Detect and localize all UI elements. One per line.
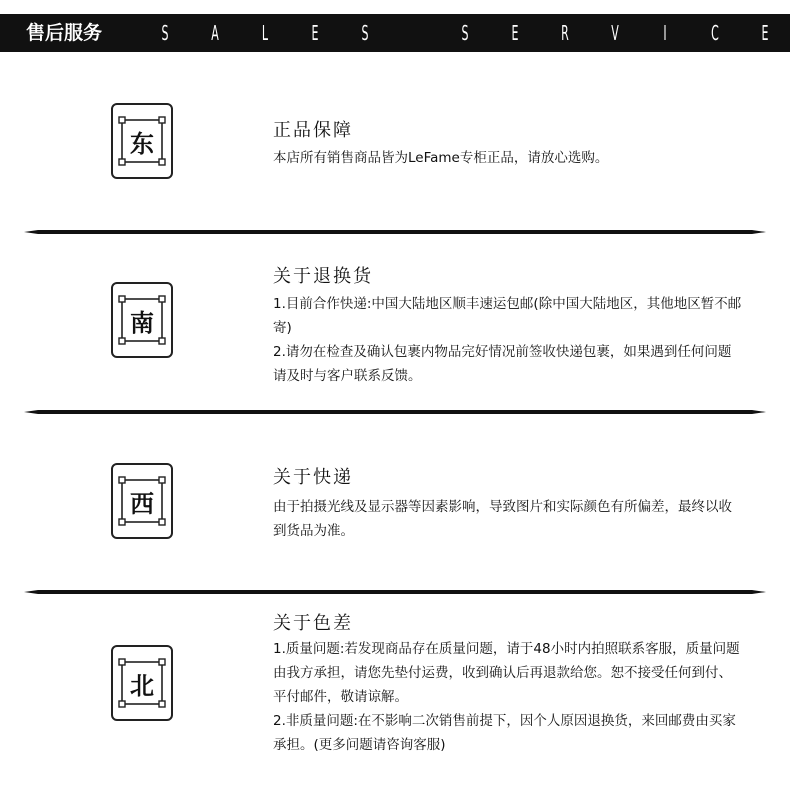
header-title-cn: 售后服务 (26, 22, 103, 44)
section-line: 2.请勿在检查及确认包裹内物品完好情况前签收快递包裹，如果遇到任何问题请及时与客户联系反馈。 (273, 344, 732, 384)
badge-char: 北 (130, 671, 154, 700)
header-letter: A (211, 21, 219, 45)
header-letter: V (611, 21, 619, 45)
header-letter: I (663, 21, 667, 45)
section-title: 正品保障 (273, 120, 353, 141)
section-body (273, 495, 743, 543)
badge-char: 东 (130, 129, 154, 158)
header-letter-gap (401, 14, 429, 52)
header-bar (0, 14, 790, 52)
header-letter: S (361, 21, 369, 45)
section-line: 由于拍摄光线及显示器等因素影响，导致图片和实际颜色有所偏差，最终以收到货品为准。 (273, 499, 732, 539)
section-body (273, 292, 743, 388)
header-title-en (140, 14, 790, 52)
section-body (273, 637, 743, 757)
section-line: 1.质量问题:若发现商品存在质量问题，请于48小时内拍照联系客服，质量问题由我方承担，请您先垫付运费，收到确认后再退款给您。恕不接受任何到付、平付邮件，敬请谅解。 (273, 641, 740, 705)
divider (24, 227, 766, 237)
header-letter: L (261, 21, 269, 45)
section-line: 1.目前合作快递:中国大陆地区顺丰速运包邮(除中国大陆地区，其他地区暂不邮寄) (273, 296, 742, 336)
badge-char: 南 (130, 308, 154, 337)
section-body (273, 146, 743, 170)
section-title: 关于色差 (273, 613, 353, 634)
header-letter: S (461, 21, 469, 45)
section-line: 本店所有销售商品皆为LeFame专柜正品，请放心选购。 (273, 150, 609, 166)
header-letter: S (161, 21, 169, 45)
header-letter: E (311, 21, 319, 45)
badge-west (111, 463, 173, 539)
section-line: 2.非质量问题:在不影响二次销售前提下，因个人原因退换货，来回邮费由买家承担。(更多问题请咨询客服) (273, 713, 736, 753)
header-letter: E (511, 21, 519, 45)
header-letter: C (711, 21, 719, 45)
divider (24, 407, 766, 417)
badge-east (111, 103, 173, 179)
divider (24, 587, 766, 597)
section-title: 关于退换货 (273, 266, 373, 287)
badge-north (111, 645, 173, 721)
section-title: 关于快递 (273, 467, 353, 488)
header-letter: E (761, 21, 769, 45)
header-letter: R (561, 21, 569, 45)
badge-south (111, 282, 173, 358)
badge-char: 西 (130, 489, 154, 518)
